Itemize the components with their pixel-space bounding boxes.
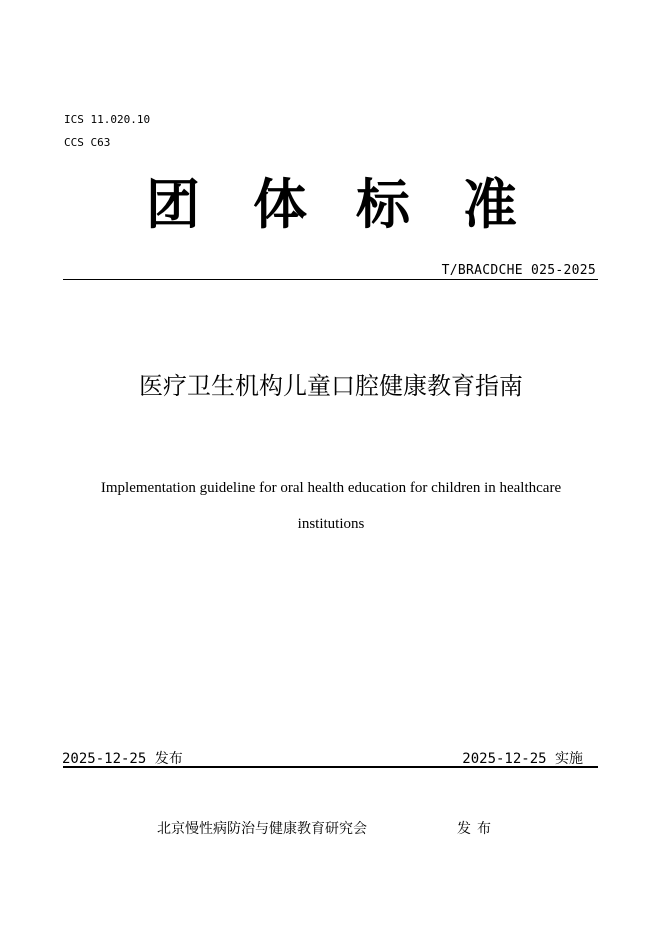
document-title-chinese: 医疗卫生机构儿童口腔健康教育指南	[139, 372, 523, 400]
standard-number: T/BRACDCHE 025-2025	[441, 263, 596, 278]
standard-type-title	[0, 170, 662, 240]
title-char-3: 标	[356, 175, 410, 235]
implementation-date: 2025-12-25 实施	[462, 751, 583, 767]
ics-code: ICS 11.020.10	[64, 113, 151, 126]
ccs-code: CCS C63	[64, 136, 111, 149]
issue-date: 2025-12-25 发布	[62, 751, 183, 767]
bottom-divider	[63, 766, 598, 768]
title-char-4: 准	[463, 175, 517, 235]
top-divider	[63, 279, 598, 280]
title-char-2: 体	[253, 175, 307, 235]
document-title-english: Implementation guideline for oral health education for children in healthcare institutions	[100, 480, 562, 532]
publisher-name: 北京慢性病防治与健康教育研究会	[157, 821, 367, 837]
publish-label: 发布	[457, 821, 497, 837]
title-char-1: 团	[146, 175, 200, 235]
